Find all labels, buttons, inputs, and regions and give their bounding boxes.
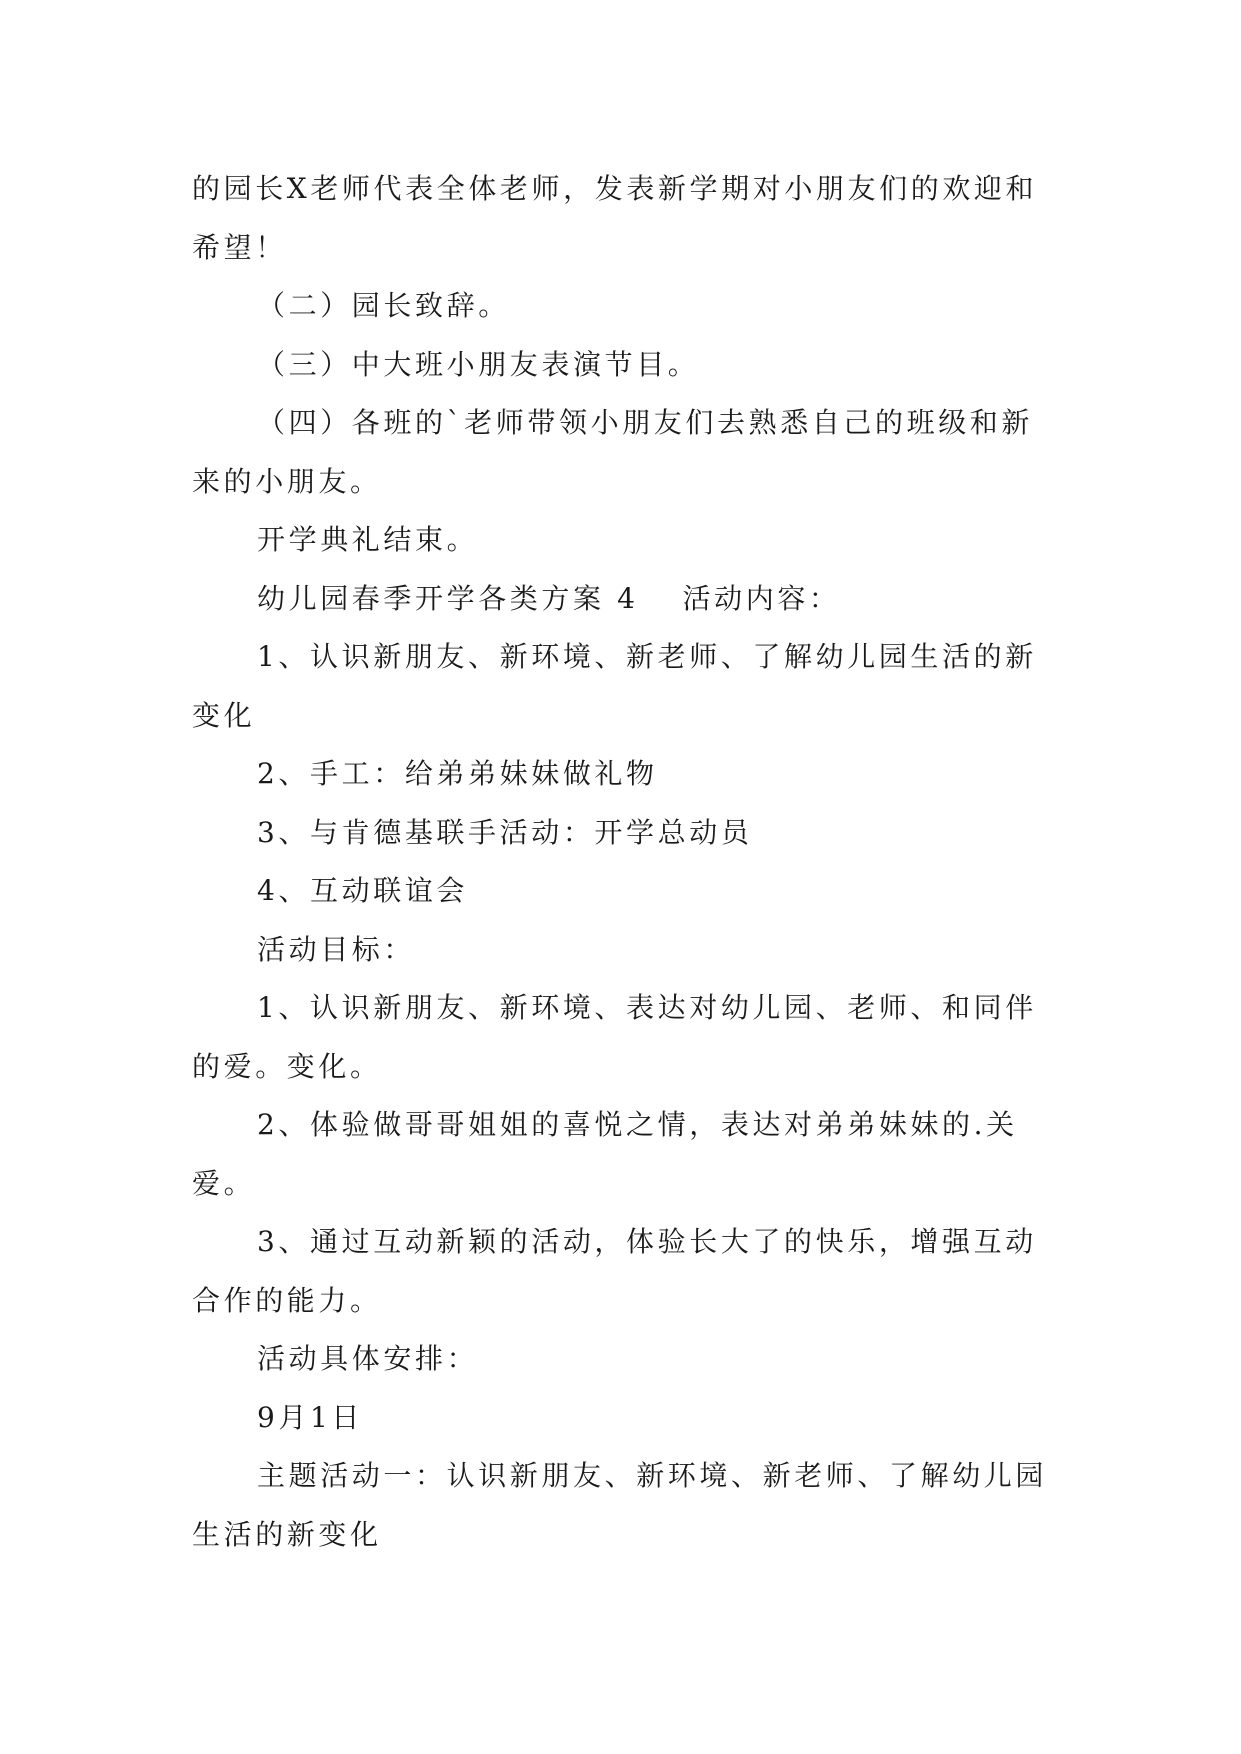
paragraph-content-item-3: 3、与肯德基联手活动：开学总动员	[257, 815, 753, 849]
paragraph-ceremony-end: 开学典礼结束。	[257, 523, 479, 556]
plan-title: 幼儿园春季开学各类方案 4	[257, 581, 639, 615]
paragraph-content-item-4: 4、互动联谊会	[257, 874, 469, 907]
activity-content-label: 活动内容：	[682, 581, 841, 615]
paragraph-goal-3: 3、通过互动新颖的活动，体验长大了的快乐，增强互动合作的能力。	[192, 1225, 1037, 1317]
paragraph-class-visit: （四）各班的`老师带领小朋友们去熟悉自己的班级和新来的小朋友。	[192, 406, 1034, 498]
paragraph-performance: （三）中大班小朋友表演节目。	[257, 347, 700, 381]
paragraph-schedule-date: 9月1日	[257, 1400, 364, 1434]
paragraph-welcome-continued: 的园长X老师代表全体老师，发表新学期对小朋友们的欢迎和希望！	[192, 172, 1038, 264]
paragraph-content-item-2: 2、手工：给弟弟妹妹做礼物	[257, 757, 658, 790]
paragraph-goals-heading: 活动目标：	[257, 932, 416, 966]
paragraph-content-item-1: 1、认识新朋友、新环境、新老师、了解幼儿园生活的新变化	[192, 640, 1037, 732]
paragraph-goal-1: 1、认识新朋友、新环境、表达对幼儿园、老师、和同伴的爱。变化。	[192, 991, 1037, 1083]
paragraph-schedule-heading: 活动具体安排：	[257, 1342, 479, 1375]
paragraph-principal-speech: （二）园长致辞。	[257, 289, 510, 322]
paragraph-goal-2: 2、体验做哥哥姐姐的喜悦之情，表达对弟弟妹妹的.关爱。	[192, 1108, 1018, 1200]
document-body	[192, 160, 1058, 1564]
paragraph-plan-heading	[192, 570, 1058, 629]
paragraph-theme-activity-1: 主题活动一：认识新朋友、新环境、新老师、了解幼儿园生活的新变化	[192, 1459, 1048, 1551]
